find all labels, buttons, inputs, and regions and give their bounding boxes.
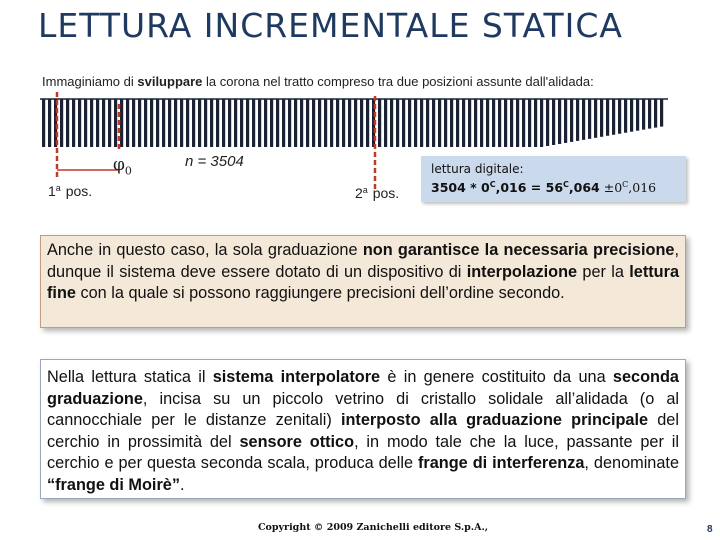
scale-tick [252,99,255,147]
scale-tick [468,99,471,147]
scale-tick [216,99,219,147]
box2-bold4: sensore ottico [239,432,355,451]
scale-tick [612,99,615,135]
scale-tick [126,99,129,147]
scale-tick [456,99,459,147]
tick-count-label: n = 3504 [185,153,244,170]
box2-text1: Nella lettura statica il [47,368,213,386]
box2-bold5: frange di interferenza [417,454,585,473]
phi-symbol: φ [113,155,125,175]
scale-tick [90,99,93,147]
scale-tick [282,99,285,147]
scale-tick [138,99,141,147]
scale-tick [444,99,447,147]
scale-tick [54,99,57,147]
second-position-label [355,185,399,201]
box1-bold1: non garantisce la necessaria precisione [362,241,675,259]
scale-tick [300,99,303,147]
scale-tick [396,99,399,147]
scale-tick [492,99,495,147]
readout-sup3: C [622,180,629,189]
box2-text3: , incisa su un piccolo vetrino di cristallo solidale all’alidada (o al cannocchiale per le distanze zenitali) [47,389,679,430]
scale-tick [114,99,117,147]
scale-tick [150,99,153,147]
scale-tick [654,99,657,128]
scale-tick [246,99,249,147]
scale-tick [408,99,411,147]
readout-sup2: C [563,180,569,189]
intro-part2: la corona nel tratto compreso tra due posizioni assunte dall'alidada: [202,74,594,89]
scale-tick [480,99,483,147]
readout-label: lettura digitale: [431,162,524,176]
scale-tick [618,99,621,134]
box1-text3: per la [577,262,630,281]
scale-tick [420,99,423,147]
box2-text4: del cerchio in prossimità del [47,411,679,451]
scale-tick [354,99,357,147]
scale-tick [606,99,609,136]
scale-tick [168,99,171,147]
scale-tick [624,99,627,133]
scale-tick [660,99,663,127]
scale-tick [432,99,435,147]
graduated-scale [40,98,668,150]
scale-tick [438,99,441,147]
scale-ticks-graphic [40,98,668,150]
box2-bold2: seconda graduazione [47,368,679,408]
intro-text [42,73,632,90]
scale-tick [342,99,345,147]
pos2-number: 2 [355,185,363,201]
box2-bold1: sistema interpolatore [212,368,381,386]
scale-tick [144,99,147,147]
box2-text7: . [179,475,185,494]
first-position-label [48,183,92,199]
scale-tick [96,99,99,147]
digital-readout-box [421,156,686,202]
scale-tick [564,99,567,143]
copyright-footer: Copyright © 2009 Zanichelli editore S.p.A., [258,522,489,533]
scale-tick [42,99,45,147]
scale-tick [192,99,195,147]
scale-tick [270,99,273,147]
scale-tick [78,99,81,147]
scale-tick [414,99,417,147]
readout-sup1: C [489,180,496,189]
scale-tick [510,99,513,147]
readout-error-part1: ±0 [599,180,623,195]
scale-tick [372,99,375,147]
phi-subscript: 0 [124,164,132,178]
intro-bold: sviluppare [137,74,203,89]
slide-title: LETTURA INCREMENTALE STATICA [38,6,623,45]
pos1-number: 1 [48,183,56,199]
scale-tick [204,99,207,147]
scale-tick [366,99,369,147]
scale-tick [642,99,645,130]
box1-text2: , dunque il sistema deve essere dotato di un dispositivo di [47,241,679,281]
scale-tick [486,99,489,147]
readout-error-part2: ,016 [628,180,657,195]
scale-tick [570,99,573,142]
scale-tick [174,99,177,147]
scale-tick [210,99,213,147]
scale-tick [276,99,279,147]
readout-error [600,180,656,195]
scale-tick [546,99,549,146]
box1-bold2: interpolazione [466,262,578,281]
scale-tick [228,99,231,147]
scale-tick [198,99,201,147]
box2-text5: , in modo tale che la luce, passante per il cerchio e per questa seconda scala, produca delle [47,432,679,473]
readout-value-part3: ,064 [568,180,600,195]
scale-tick [390,99,393,147]
scale-tick [306,99,309,147]
scale-tick [516,99,519,147]
box2-text6: , denominate [584,454,679,473]
scale-tick [120,99,123,147]
intro-part1: Immaginiamo di [42,74,138,89]
scale-tick [636,99,639,131]
scale-tick [474,99,477,147]
scale-tick [588,99,591,139]
scale-tick [294,99,297,147]
precision-note-box [40,235,686,328]
scale-tick [180,99,183,147]
scale-tick [66,99,69,147]
scale-tick [330,99,333,147]
scale-tick [258,99,261,147]
scale-tick [498,99,501,147]
scale-tick [162,99,165,147]
scale-tick [522,99,525,147]
scale-tick [540,99,543,147]
scale-tick [348,99,351,147]
readout-value-part2: ,016 = 56 [495,180,564,195]
scale-tick [102,99,105,147]
box2-bold6: “frange di Moirè” [47,475,180,494]
scale-tick [84,99,87,147]
scale-tick [72,99,75,147]
scale-tick [312,99,315,147]
scale-tick [552,99,555,145]
scale-tick [186,99,189,147]
box1-text1: Anche in questo caso, la sola graduazione [47,241,363,259]
scale-tick [648,99,651,129]
scale-tick [240,99,243,147]
scale-tick [594,99,597,138]
pos1-sup: a [55,183,61,193]
box1-bold3: lettura fine [47,262,679,302]
scale-tick [576,99,579,141]
readout-value-part1: 3504 * 0 [431,180,490,195]
scale-tick [132,99,135,147]
scale-tick [558,99,561,144]
phi-zero-label [113,155,132,177]
scale-tick [288,99,291,147]
scale-tick [336,99,339,147]
scale-tick [360,99,363,147]
scale-tick [582,99,585,140]
scale-tick [426,99,429,147]
scale-tick [378,99,381,147]
scale-tick [324,99,327,147]
scale-tick [48,99,51,147]
pos1-text: pos. [61,183,93,199]
scale-tick [264,99,267,147]
scale-tick [450,99,453,147]
scale-tick [528,99,531,147]
interpolator-description-box [40,359,686,499]
scale-tick [156,99,159,147]
box2-bold3: interposto alla graduazione principale [340,411,649,430]
readout-value [431,180,656,195]
scale-tick [318,99,321,147]
scale-tick [222,99,225,147]
scale-tick [462,99,465,147]
scale-tick [600,99,603,137]
scale-tick [234,99,237,147]
scale-tick [534,99,537,147]
pos2-sup: a [362,185,368,195]
scale-tick [630,99,633,132]
scale-tick [402,99,405,147]
scale-tick [108,99,111,147]
scale-tick [504,99,507,147]
pos2-text: pos. [368,185,400,201]
scale-tick [60,99,63,147]
box2-text2: è in genere costituito da una [380,368,613,386]
page-number: 8 [707,524,713,535]
box1-text4: con la quale si possono raggiungere precisioni dell’ordine secondo. [75,284,565,302]
scale-tick [384,99,387,147]
